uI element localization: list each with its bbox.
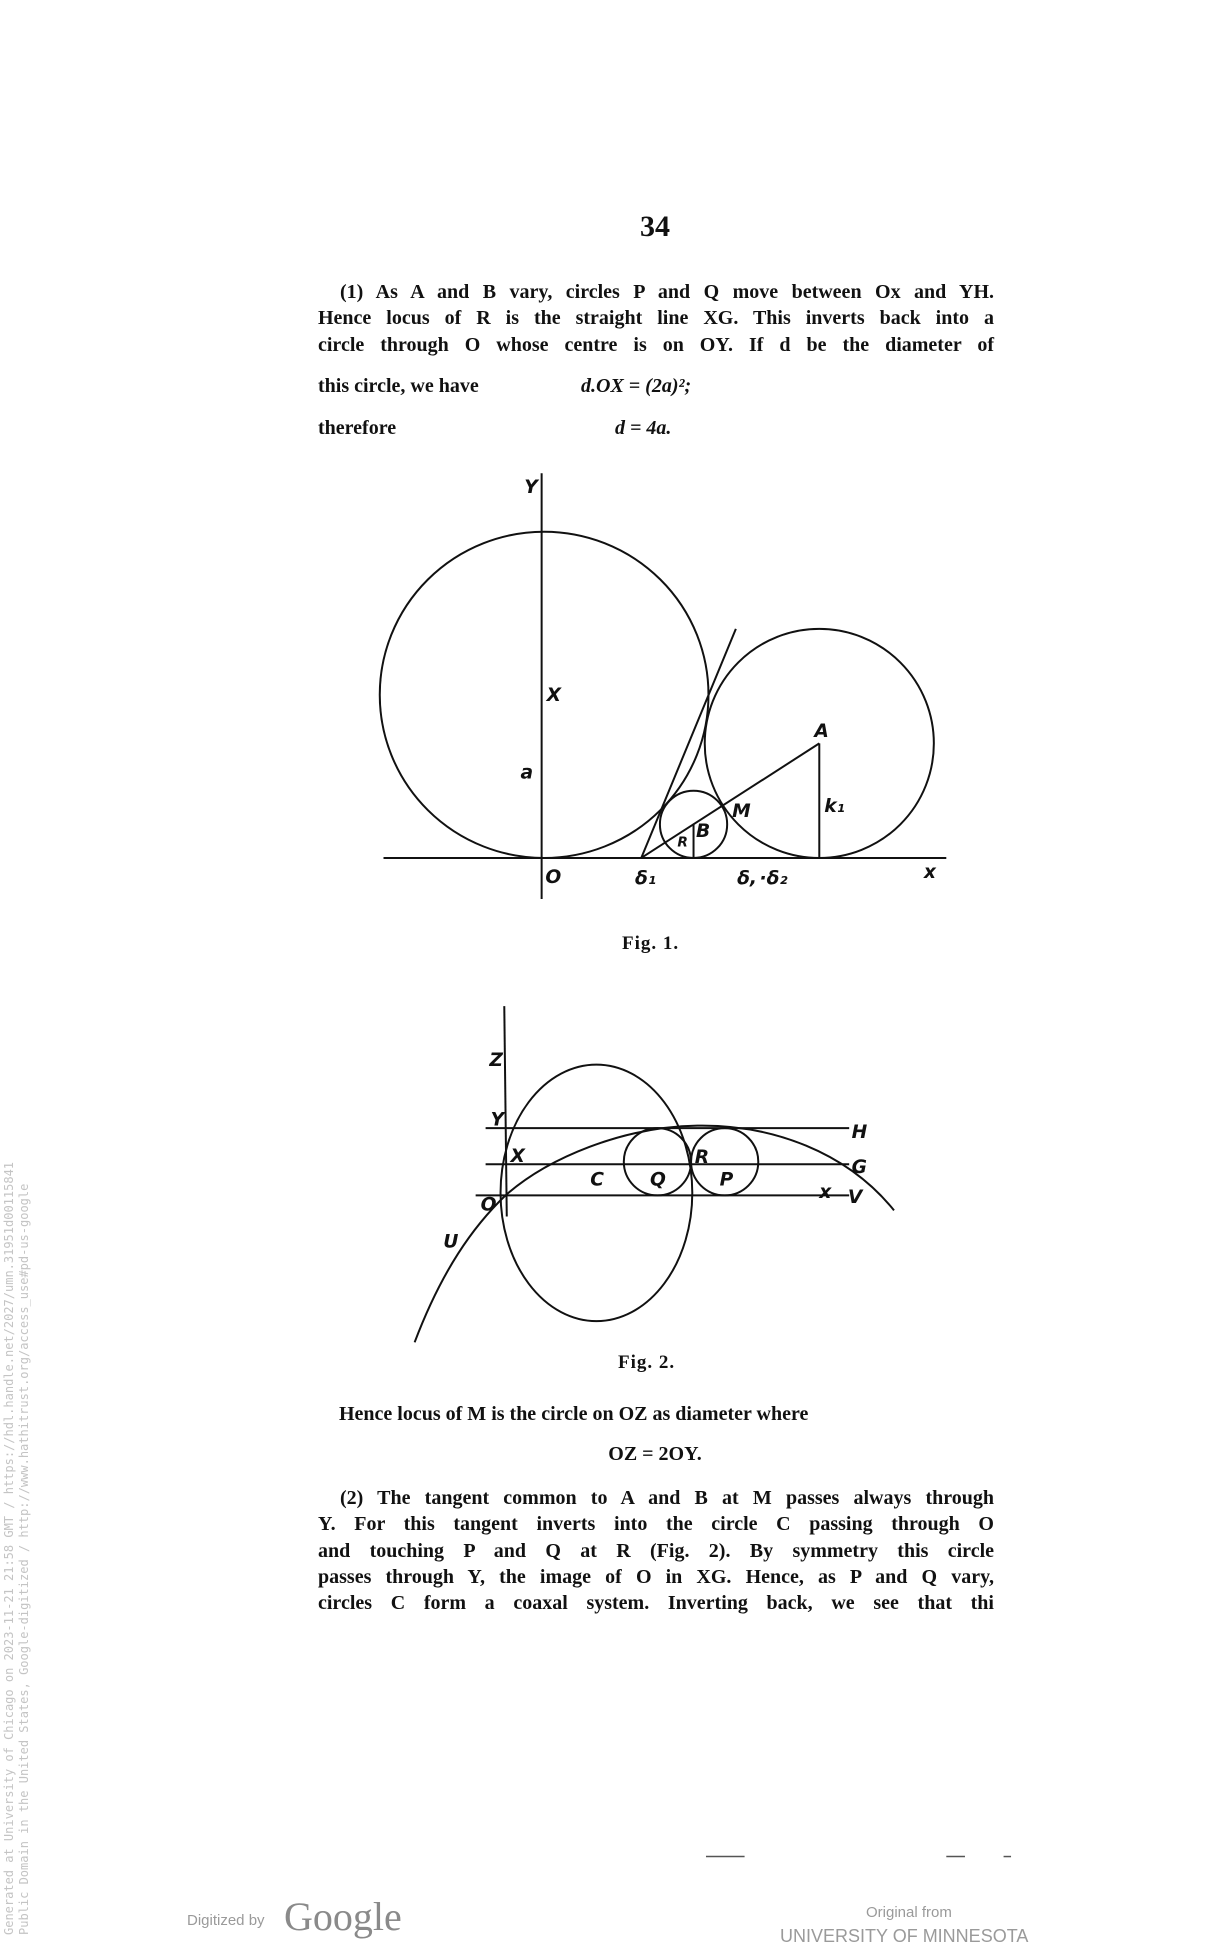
- paragraph1-line: (1) As A and B vary, circles P and Q move between Ox and YH.: [340, 281, 994, 303]
- fig2-label: X: [510, 1145, 525, 1167]
- fig1-label: X: [546, 685, 562, 707]
- fig1-label: a: [520, 762, 534, 784]
- original-from-label: Original from: [866, 1904, 952, 1921]
- fig2-curve-uv: [415, 1126, 894, 1343]
- fig2-label: G: [851, 1156, 867, 1178]
- paragraph2-line: (2) The tangent common to A and B at M passes always through: [340, 1487, 994, 1509]
- google-logo: Google: [284, 1894, 402, 1939]
- fig1-label: δ,: [737, 868, 758, 890]
- fig1-label: R: [677, 834, 688, 851]
- institution-label: UNIVERSITY OF MINNESOTA: [780, 1926, 1029, 1945]
- fig1-label: Y: [524, 477, 538, 499]
- fig1-label: x: [923, 861, 936, 883]
- paragraph1-line: circle through O whose centre is on OY. If d be the diameter of: [318, 334, 994, 356]
- fig1-label: M: [732, 800, 751, 822]
- fig2-label: x: [819, 1181, 832, 1203]
- fig1-label: A: [814, 721, 829, 743]
- fig1-label: δ₁: [635, 868, 657, 890]
- fig1-label: ·δ₂: [759, 868, 788, 890]
- equation2-label: therefore: [318, 417, 397, 439]
- fig1-tangent-line: [641, 629, 736, 858]
- fig2-label: O: [480, 1194, 497, 1216]
- equation1-formula: d.OX = (2a)²;: [581, 375, 692, 397]
- fig2-label: Z: [489, 1049, 503, 1071]
- fig2-vertical-axis: [504, 1006, 506, 1216]
- fig1-circle-large: [380, 532, 709, 858]
- fig2-label: C: [590, 1169, 604, 1191]
- fig2-circle-c: [501, 1065, 693, 1321]
- figure1-diagram: [380, 473, 947, 899]
- paragraph2-line: passes through Y, the image of O in XG. Hence, as P and Q vary,: [318, 1566, 994, 1588]
- paragraph-locus: Hence locus of M is the circle on OZ as diameter where: [339, 1403, 809, 1425]
- equation1-label: this circle, we have: [318, 375, 479, 397]
- digitized-by-label: Digitized by: [187, 1912, 265, 1929]
- fig2-label: V: [847, 1186, 863, 1208]
- fig1-label: B: [696, 820, 711, 842]
- figure2-caption: Fig. 2.: [618, 1352, 676, 1373]
- paragraph1-line: Hence locus of R is the straight line XG. This inverts back into a: [318, 307, 994, 329]
- paragraph2-line: and touching P and Q at R (Fig. 2). By symmetry this circle: [318, 1540, 994, 1562]
- figure1-labels: [520, 477, 936, 889]
- paragraph2-line: Y. For this tangent inverts into the circle C passing through O: [318, 1513, 994, 1535]
- equation3: OZ = 2OY.: [608, 1443, 702, 1465]
- figure1-caption: Fig. 1.: [622, 933, 680, 954]
- fig2-label: Q: [649, 1169, 666, 1191]
- fig2-label: P: [719, 1169, 734, 1191]
- watermark-line: Public Domain in the United States, Google-digitized / http://www.hathitrust.org/access_use#pd-us-google: [17, 1183, 31, 1935]
- fig1-label: O: [545, 866, 562, 888]
- fig2-label: H: [851, 1122, 868, 1144]
- equation2-formula: d = 4a.: [615, 417, 672, 439]
- paragraph2-line: circles C form a coaxal system. Inverting back, we see that thi: [318, 1592, 994, 1614]
- fig2-label: Y: [490, 1109, 505, 1131]
- fig1-label: k₁: [824, 795, 845, 817]
- fig2-label: R: [694, 1147, 710, 1169]
- page-number: 34: [640, 210, 670, 243]
- fig2-label: U: [443, 1231, 459, 1253]
- watermark-line: Generated at University of Chicago on 2023-11-21 21:58 GMT / https://hdl.handle.net/2027/umn.31951d00115841: [2, 1161, 16, 1935]
